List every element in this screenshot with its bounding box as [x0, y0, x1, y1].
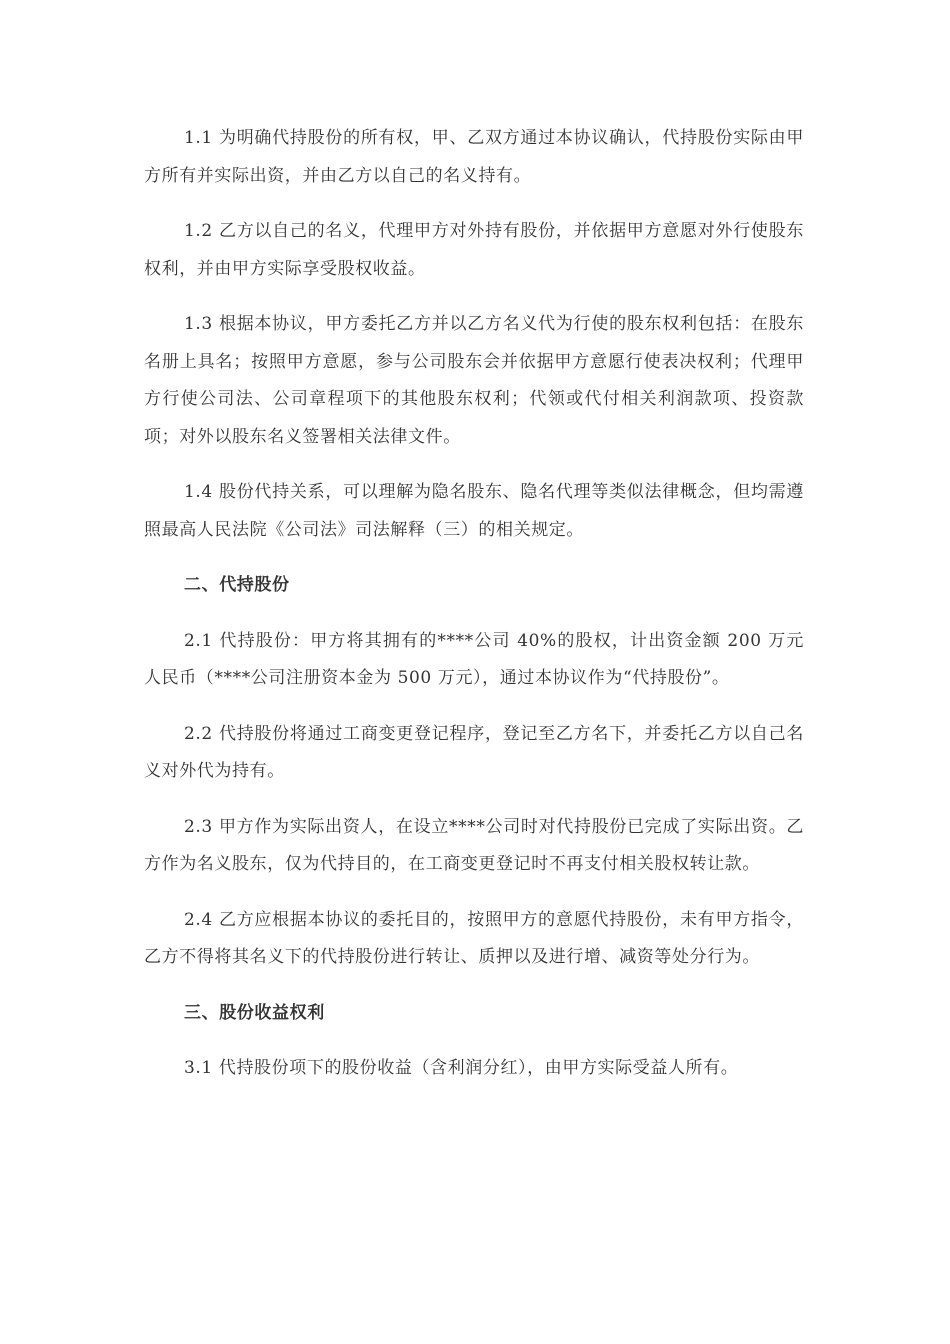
clause-1-1: 1.1 为明确代持股份的所有权，甲、乙双方通过本协议确认，代持股份实际由甲方所有并实际出资，并由乙方以自己的名义持有。 — [144, 128, 804, 186]
clause-2-3: 2.3 甲方作为实际出资人，在设立****公司时对代持股份已完成了实际出资。乙方作为名义股东，仅为代持目的，在工商变更登记时不再支付相关股权转让款。 — [144, 816, 804, 874]
clause-1-4: 1.4 股份代持关系，可以理解为隐名股东、隐名代理等类似法律概念，但均需遵照最高人民法院《公司法》司法解释（三）的相关规定。 — [144, 482, 804, 540]
document-body — [144, 120, 804, 1106]
clause-2-1: 2.1 代持股份：甲方将其拥有的****公司 40%的股权，计出资金额 200 万元人民币（****公司注册资本金为 500 万元），通过本协议作为“代持股份”。 — [144, 630, 804, 688]
section-heading-2: 二、代持股份 — [184, 575, 290, 595]
clause-2-2: 2.2 代持股份将通过工商变更登记程序，登记至乙方名下，并委托乙方以自己名义对外代为持有。 — [144, 723, 804, 781]
clause-2-4: 2.4 乙方应根据本协议的委托目的，按照甲方的意愿代持股份，未有甲方指令，乙方不得将其名义下的代持股份进行转让、质押以及进行增、减资等处分行为。 — [144, 909, 804, 967]
clause-1-3: 1.3 根据本协议，甲方委托乙方并以乙方名义代为行使的股东权利包括：在股东名册上具名；按照甲方意愿，参与公司股东会并依据甲方意愿行使表决权利；代理甲方行使公司法、公司章程项下的其他股东权利；代领或代付相关利润款项、投资款项；对外以股东名义签署相关法律文件。 — [144, 314, 804, 447]
clause-3-1: 3.1 代持股份项下的股份收益（含利润分红），由甲方实际受益人所有。 — [184, 1058, 739, 1078]
section-heading-3: 三、股份收益权利 — [184, 1002, 325, 1023]
clause-1-2: 1.2 乙方以自己的名义，代理甲方对外持有股份，并依据甲方意愿对外行使股东权利，并由甲方实际享受股权收益。 — [144, 221, 804, 279]
